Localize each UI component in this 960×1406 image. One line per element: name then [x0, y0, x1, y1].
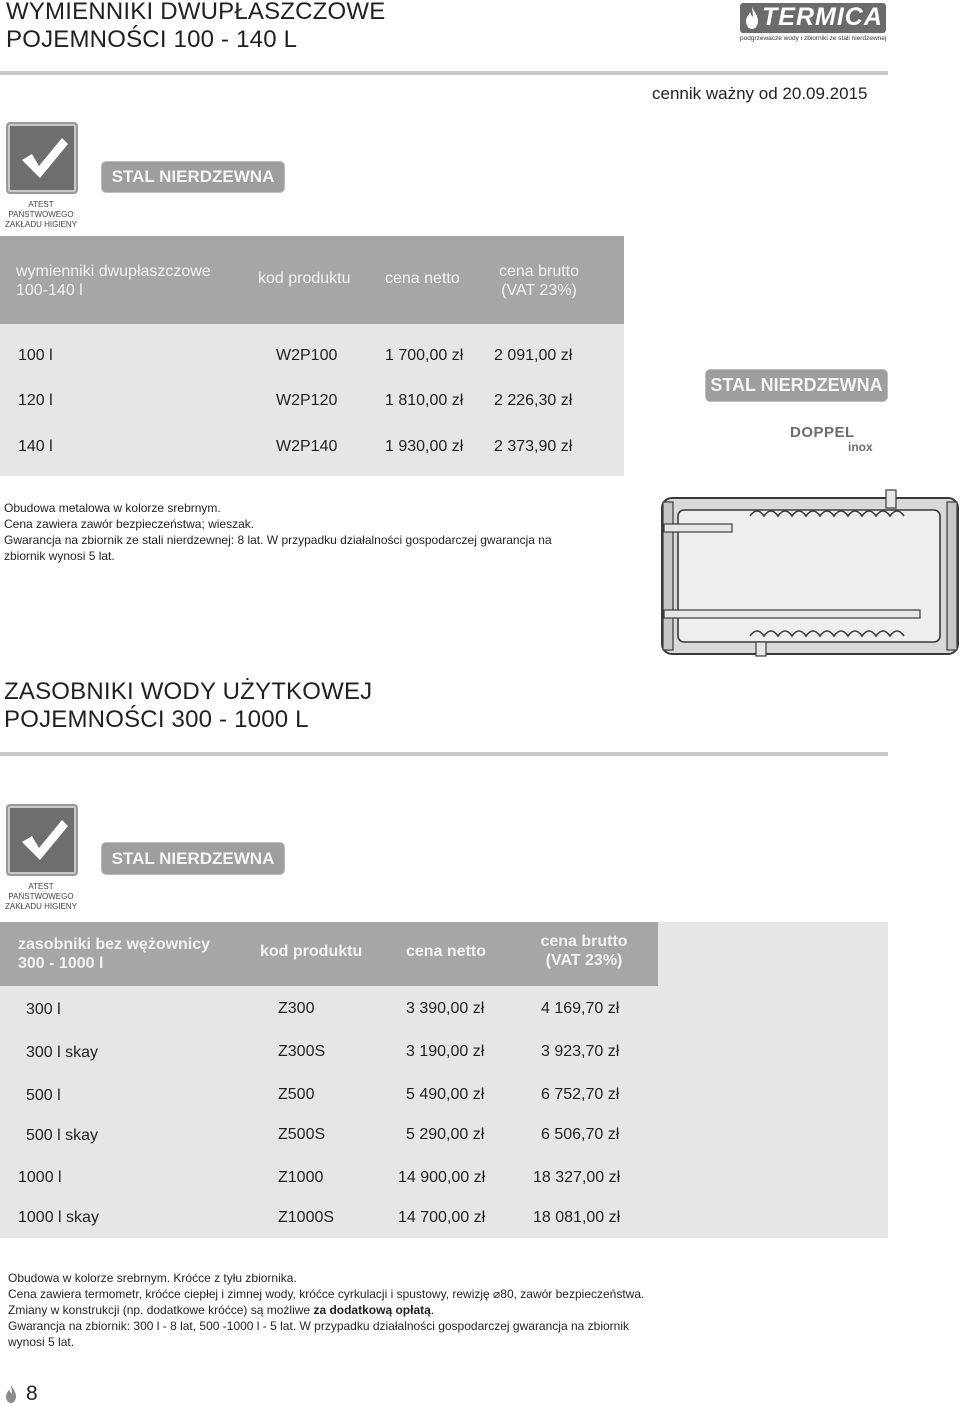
- th-net: cena netto: [406, 943, 487, 960]
- side-stainless-badge: STAL NIERDZEWNA: [706, 370, 887, 401]
- table1-body: 100 l W2P100 1 700,00 zł 2 091,00 zł 120 l W2P120 1 810,00 zł 2 226,30 zł 140 l W2P140 1 930,00 zł 2 373,90 zł: [0, 324, 624, 476]
- heat-exchanger-diagram: [660, 488, 960, 660]
- price-valid-date: cennik ważny od 20.09.2015: [652, 84, 868, 103]
- th-gross: cena brutto (VAT 23%): [498, 263, 580, 299]
- th-net: cena netto: [385, 270, 460, 287]
- brand-name: TERMICA: [762, 3, 883, 31]
- stainless-steel-badge: STAL NIERDZEWNA: [102, 162, 284, 192]
- table1-header: [0, 236, 624, 324]
- table2-body: 300 l Z300 3 390,00 zł 4 169,70 zł 300 l skay Z300S 3 190,00 zł 3 923,70 zł 500 l Z500 5 490,00 zł 6 752,70 zł 500 l skay Z500S 5 290,00 zł 6 506,70 zł 1000 l Z1000 14 900,00 zł 18 327,00 zł 1000 l skay Z1000S 14 700,00 zł 18 081,00 zł: [18, 1000, 621, 1226]
- check-icon-box: [6, 122, 78, 194]
- section2-notes: Obudowa w kolorze srebrnym. Króćce z tyłu zbiornika. Cena zawiera termometr, króćce ciepłej i zimnej wody, króćce cyrkulacji i spustowy, rewizję ⌀80, zawór bezpieczeństwa. Zmiany w konstrukcji (np. dodatkowe króćce) są możliwe za dodatkową opłatą. Gwarancja na zbiornik: 300 l - 8 lat, 500 -1000 l - 5 lat. W przypadku działalności gospodarczej gwarancja na zbiornik wynosi 5 lat.: [8, 1271, 645, 1349]
- checkmark-icon: [8, 806, 76, 874]
- stainless-steel-badge: STAL NIERDZEWNA: [102, 843, 284, 874]
- section1-divider: [0, 71, 888, 75]
- checkmark-icon: [8, 124, 76, 192]
- atest-label: ATEST PAŃSTWOWEGO ZAKŁADU HIGIENY: [4, 882, 77, 911]
- page-number: 8: [26, 1382, 38, 1405]
- atest-label: ATEST PAŃSTWOWEGO ZAKŁADU HIGIENY: [4, 200, 77, 229]
- section2-title-line1: ZASOBNIKI WODY UŻYTKOWEJ: [4, 678, 373, 705]
- section2-divider: [0, 752, 888, 756]
- flame-logo-icon: [744, 6, 760, 30]
- section1-title-line1: WYMIENNIKI DWUPŁASZCZOWE: [6, 0, 386, 25]
- th-code: kod produktu: [260, 943, 363, 960]
- th-product: wymienniki dwupłaszczowe 100-140 l: [16, 263, 211, 299]
- th-gross: cena brutto (VAT 23%): [540, 933, 628, 969]
- section1-notes: Obudowa metalowa w kolorze srebrnym. Cena zawiera zawór bezpieczeństwa; wieszak. Gwarancja na zbiornik ze stali nierdzewnej: 8 lat. W przypadku działalności gospodarczej gwarancja na zbiornik wynosi 5 lat.: [4, 501, 552, 563]
- termica-logo: [738, 2, 888, 44]
- section1-title-line2: POJEMNOŚCI 100 - 140 L: [6, 26, 298, 53]
- table2-header: [0, 922, 658, 986]
- flame-icon: [4, 1384, 18, 1404]
- doppel-inox-logo: DOPPEL inox: [790, 424, 873, 454]
- th-code: kod produktu: [258, 270, 351, 287]
- brand-tagline: podgrzewacze wody i zbiorniki ze stali nierdzewnej: [740, 35, 887, 42]
- th-product: zasobniki bez wężownicy 300 - 1000 l: [18, 936, 211, 972]
- section2-title-line2: POJEMNOŚCI 300 - 1000 L: [4, 706, 309, 733]
- check-icon-box: [6, 804, 78, 876]
